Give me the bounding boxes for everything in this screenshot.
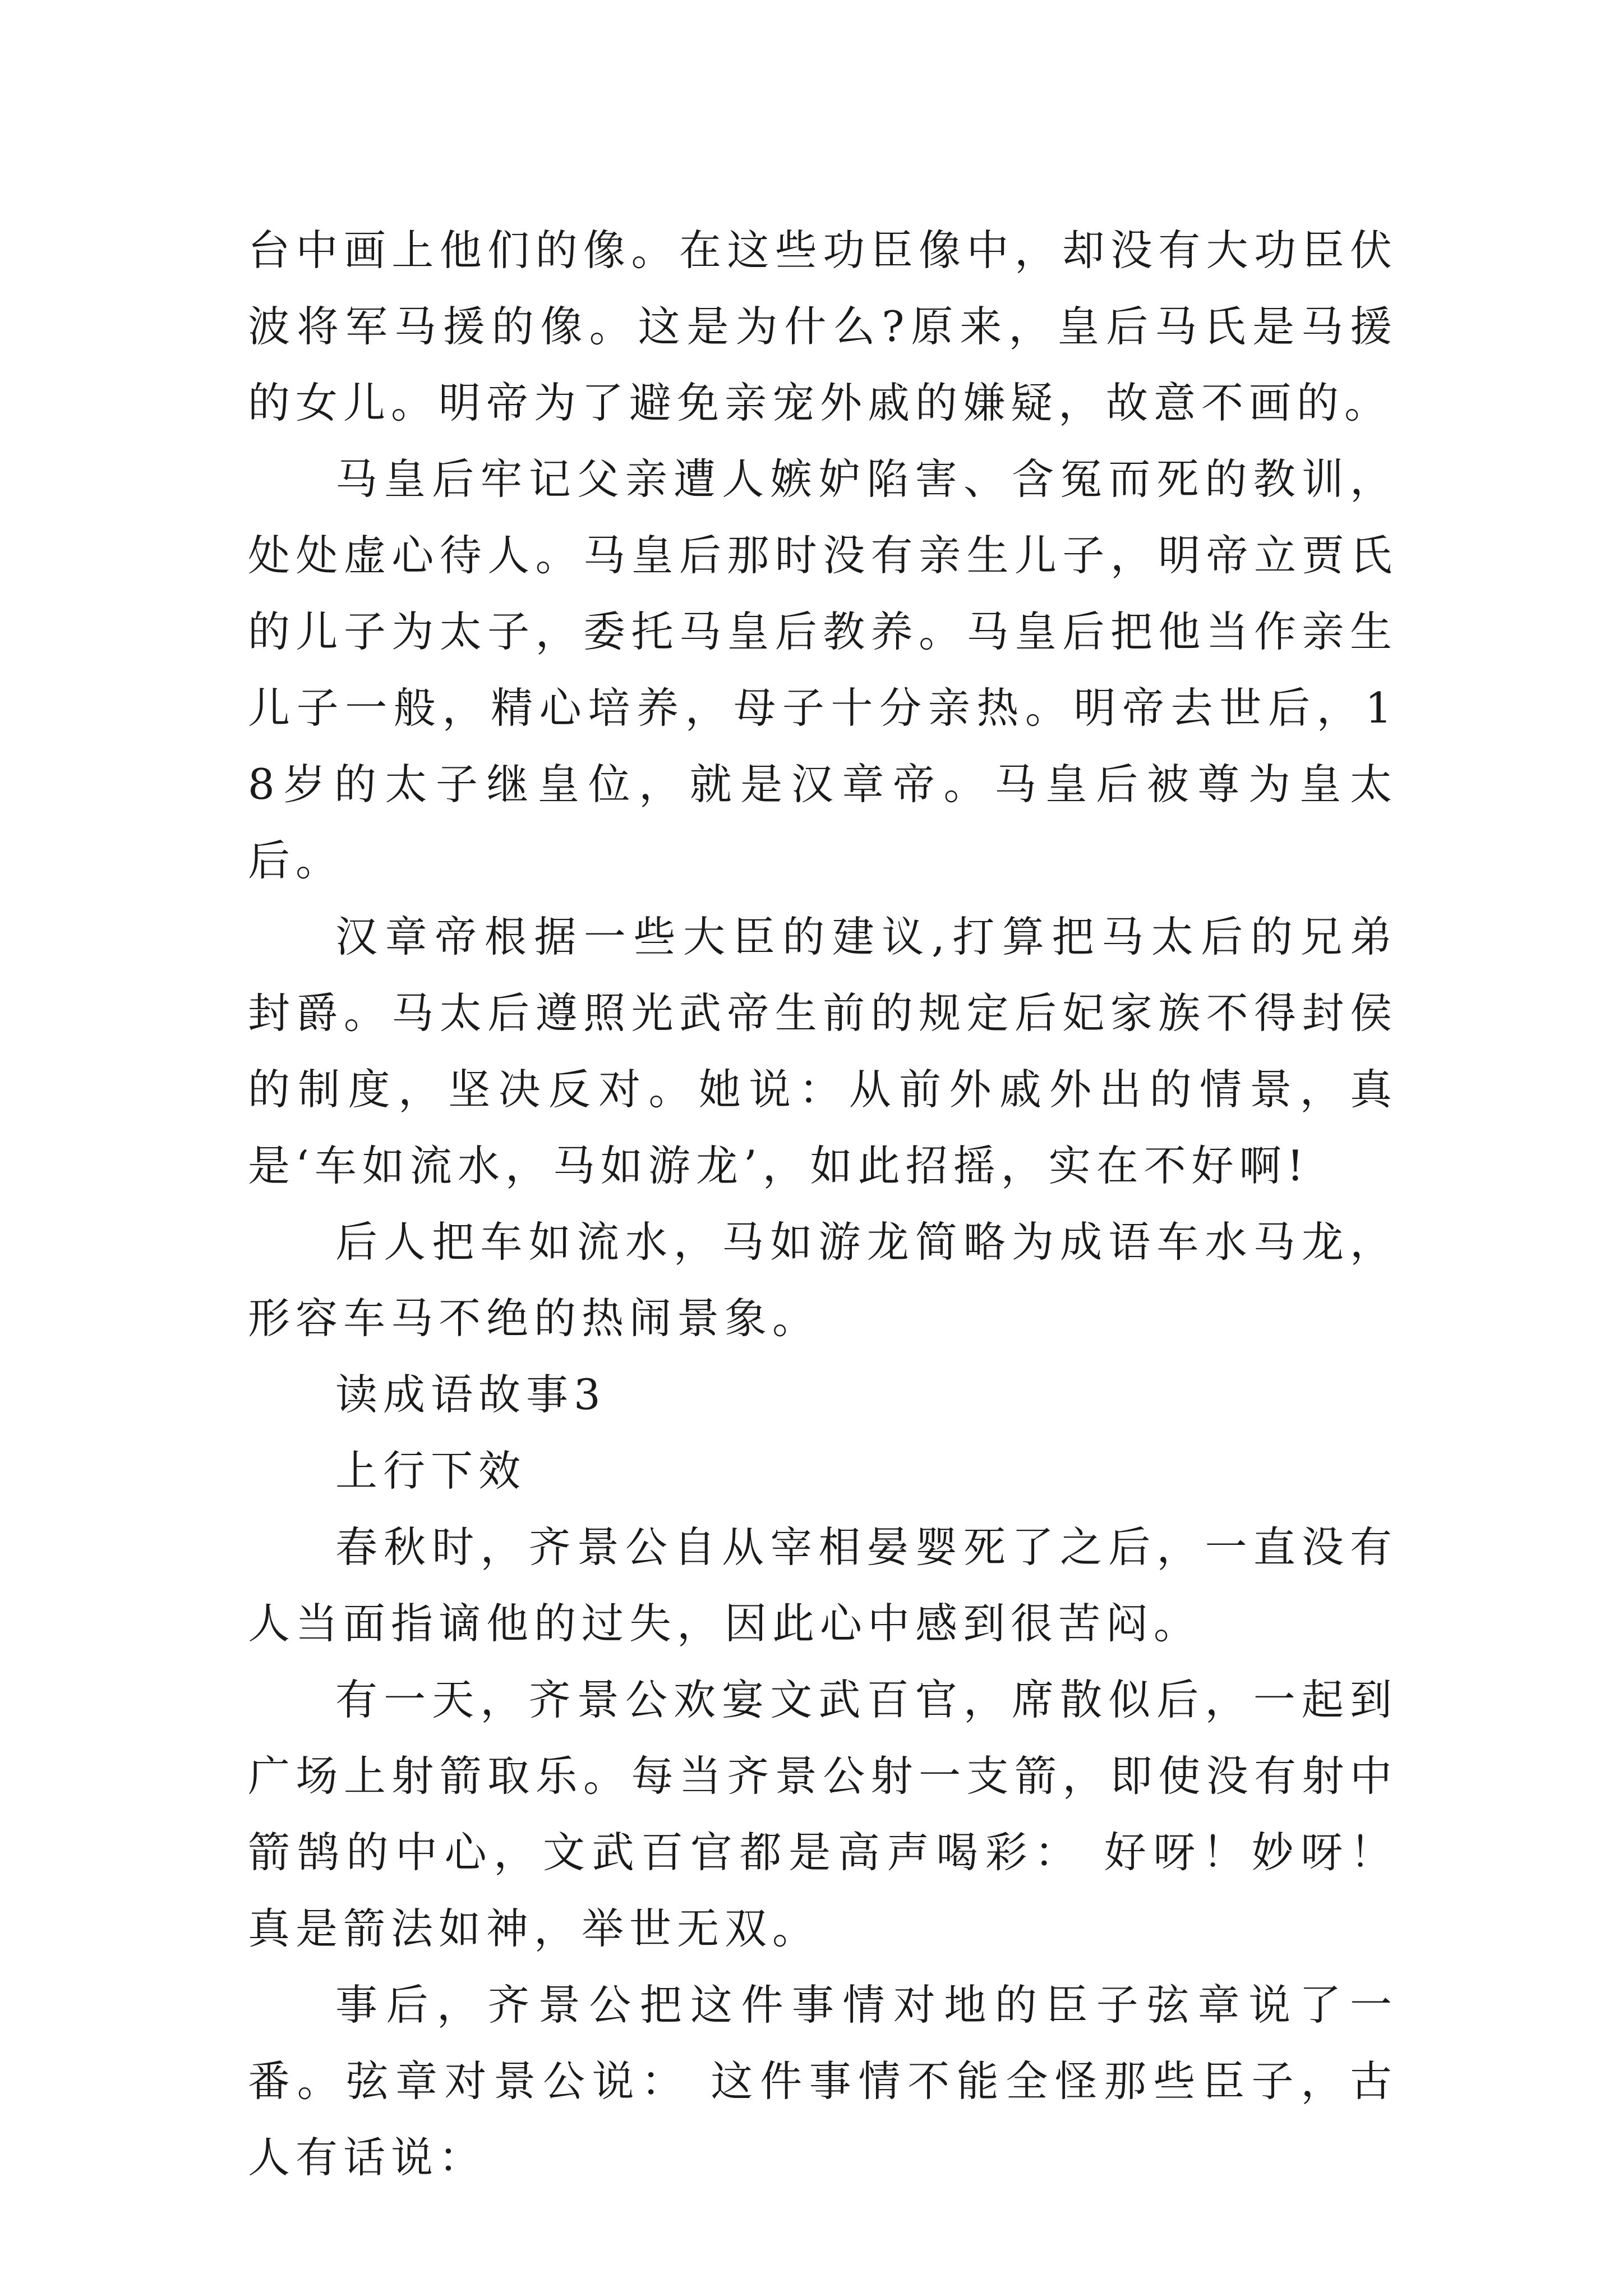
paragraph-4: 后人把车如流水，马如游龙简略为成语车水马龙，形容车马不绝的热闹景象。 xyxy=(248,1217,1398,1343)
paragraph-1: 台中画上他们的像。在这些功臣像中，却没有大功臣伏波将军马援的像。这是为什么?原来，皇后马氏是马援的女儿。明帝为了避免亲宠外戚的嫌疑，故意不画的。 xyxy=(248,226,1398,427)
paragraph-2: 马皇后牢记父亲遭人嫉妒陷害、含冤而死的教训，处处虚心待人。马皇后那时没有亲生儿子，明帝立贾氏的儿子为太子，委托马皇后教养。马皇后把他当作亲生儿子一般，精心培养，母子十分亲热。明帝去世后，18岁的太子继皇位，就是汉章帝。马皇后被尊为皇太后。 xyxy=(248,454,1398,885)
document-body xyxy=(248,212,1398,2196)
paragraph-5: 春秋时，齐景公自从宰相晏婴死了之后，一直没有人当面指谪他的过失，因此心中感到很苦闷。 xyxy=(248,1522,1398,1648)
section-heading: 读成语故事3 xyxy=(335,1370,606,1419)
paragraph-6: 有一天，齐景公欢宴文武百官，席散似后，一起到广场上射箭取乐。每当齐景公射一支箭，即使没有射中箭鹄的中心，文武百官都是高声喝彩： 好呀！妙呀！真是箭法如神，举世无双。 xyxy=(248,1675,1398,1953)
paragraph-3: 汉章帝根据一些大臣的建议,打算把马太后的兄弟封爵。马太后遵照光武帝生前的规定后妃家族不得封侯的制度，坚决反对。她说：从前外戚外出的情景，真是‘车如流水，马如游龙’，如此招摇，实在不好啊! xyxy=(248,912,1398,1190)
paragraph-7: 事后，齐景公把这件事情对地的臣子弦章说了一番。弦章对景公说： 这件事情不能全怪那些臣子，古人有话说： xyxy=(248,1980,1398,2182)
story-title: 上行下效 xyxy=(335,1446,527,1496)
